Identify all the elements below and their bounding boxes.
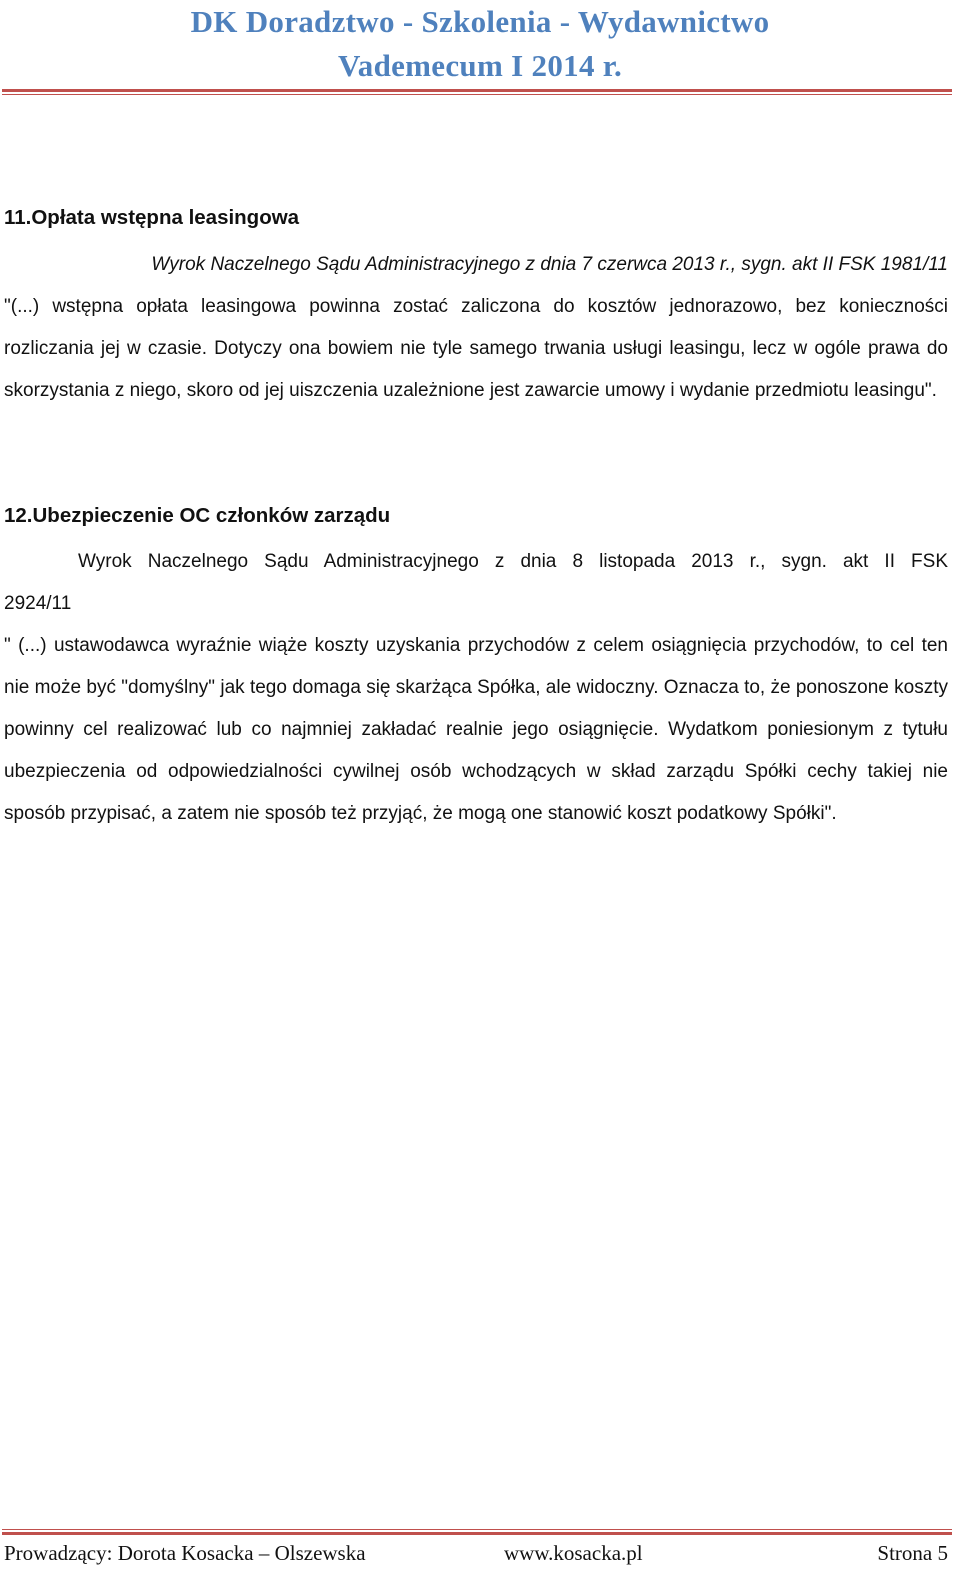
page-header xyxy=(0,0,960,88)
section-body-12: " (...) ustawodawca wyraźnie wiąże koszty uzyskania przychodów z celem osiągnięcia przychodów, to cel ten nie może być "domyślny" jak tego domaga się skarżąca Spółka, ale widoczny. Oznacza to, że ponoszone koszty powinny cel realizować lub co najmniej zakładać realnie jego osiągnięcie. Wydatkom poniesionym z tytułu ubezpieczenia od odpowiedzialności cywilnej osób wchodzących w skład zarządu Spółki cechy takiej nie sposób przypisać, a zatem nie sposób też przyjąć, że mogą one stanowić koszt podatkowy Spółki". xyxy=(4,635,948,824)
section-citation-11: Wyrok Naczelnego Sądu Administracyjnego z dnia 7 czerwca 2013 r., sygn. akt II FSK 1981/11 xyxy=(151,254,948,275)
footer-page-number: Strona 5 xyxy=(877,1541,948,1565)
footer-presenter: Prowadzący: Dorota Kosacka – Olszewska xyxy=(4,1541,366,1565)
section-title-12: 12.Ubezpieczenie OC członków zarządu xyxy=(4,504,391,527)
header-publication: Vademecum I 2014 r. xyxy=(337,48,623,83)
page-footer xyxy=(4,1541,948,1571)
section-citation-12-tail: 2924/11 xyxy=(4,593,72,614)
section-body-11: "(...) wstępna opłata leasingowa powinna zostać zaliczona do kosztów jednorazowo, bez konieczności rozliczania jej w czasie. Dotyczy ona bowiem nie tyle samego trwania usługi leasingu, lecz w ogóle prawa do skorzystania z niego, skoro od jej uiszczenia uzależnione jest zawarcie umowy i wydanie przedmiotu leasingu". xyxy=(4,296,948,401)
header-company: DK Doradztwo - Szkolenia - Wydawnictwo xyxy=(190,4,770,39)
header-divider xyxy=(2,89,952,95)
footer-website-link[interactable]: www.kosacka.pl xyxy=(504,1541,643,1565)
section-title-11: 11.Opłata wstępna leasingowa xyxy=(4,206,300,229)
section-citation-12: Wyrok Naczelnego Sądu Administracyjnego z dnia 8 listopada 2013 r., sygn. akt II FSK xyxy=(78,551,948,572)
footer-divider xyxy=(2,1529,952,1535)
